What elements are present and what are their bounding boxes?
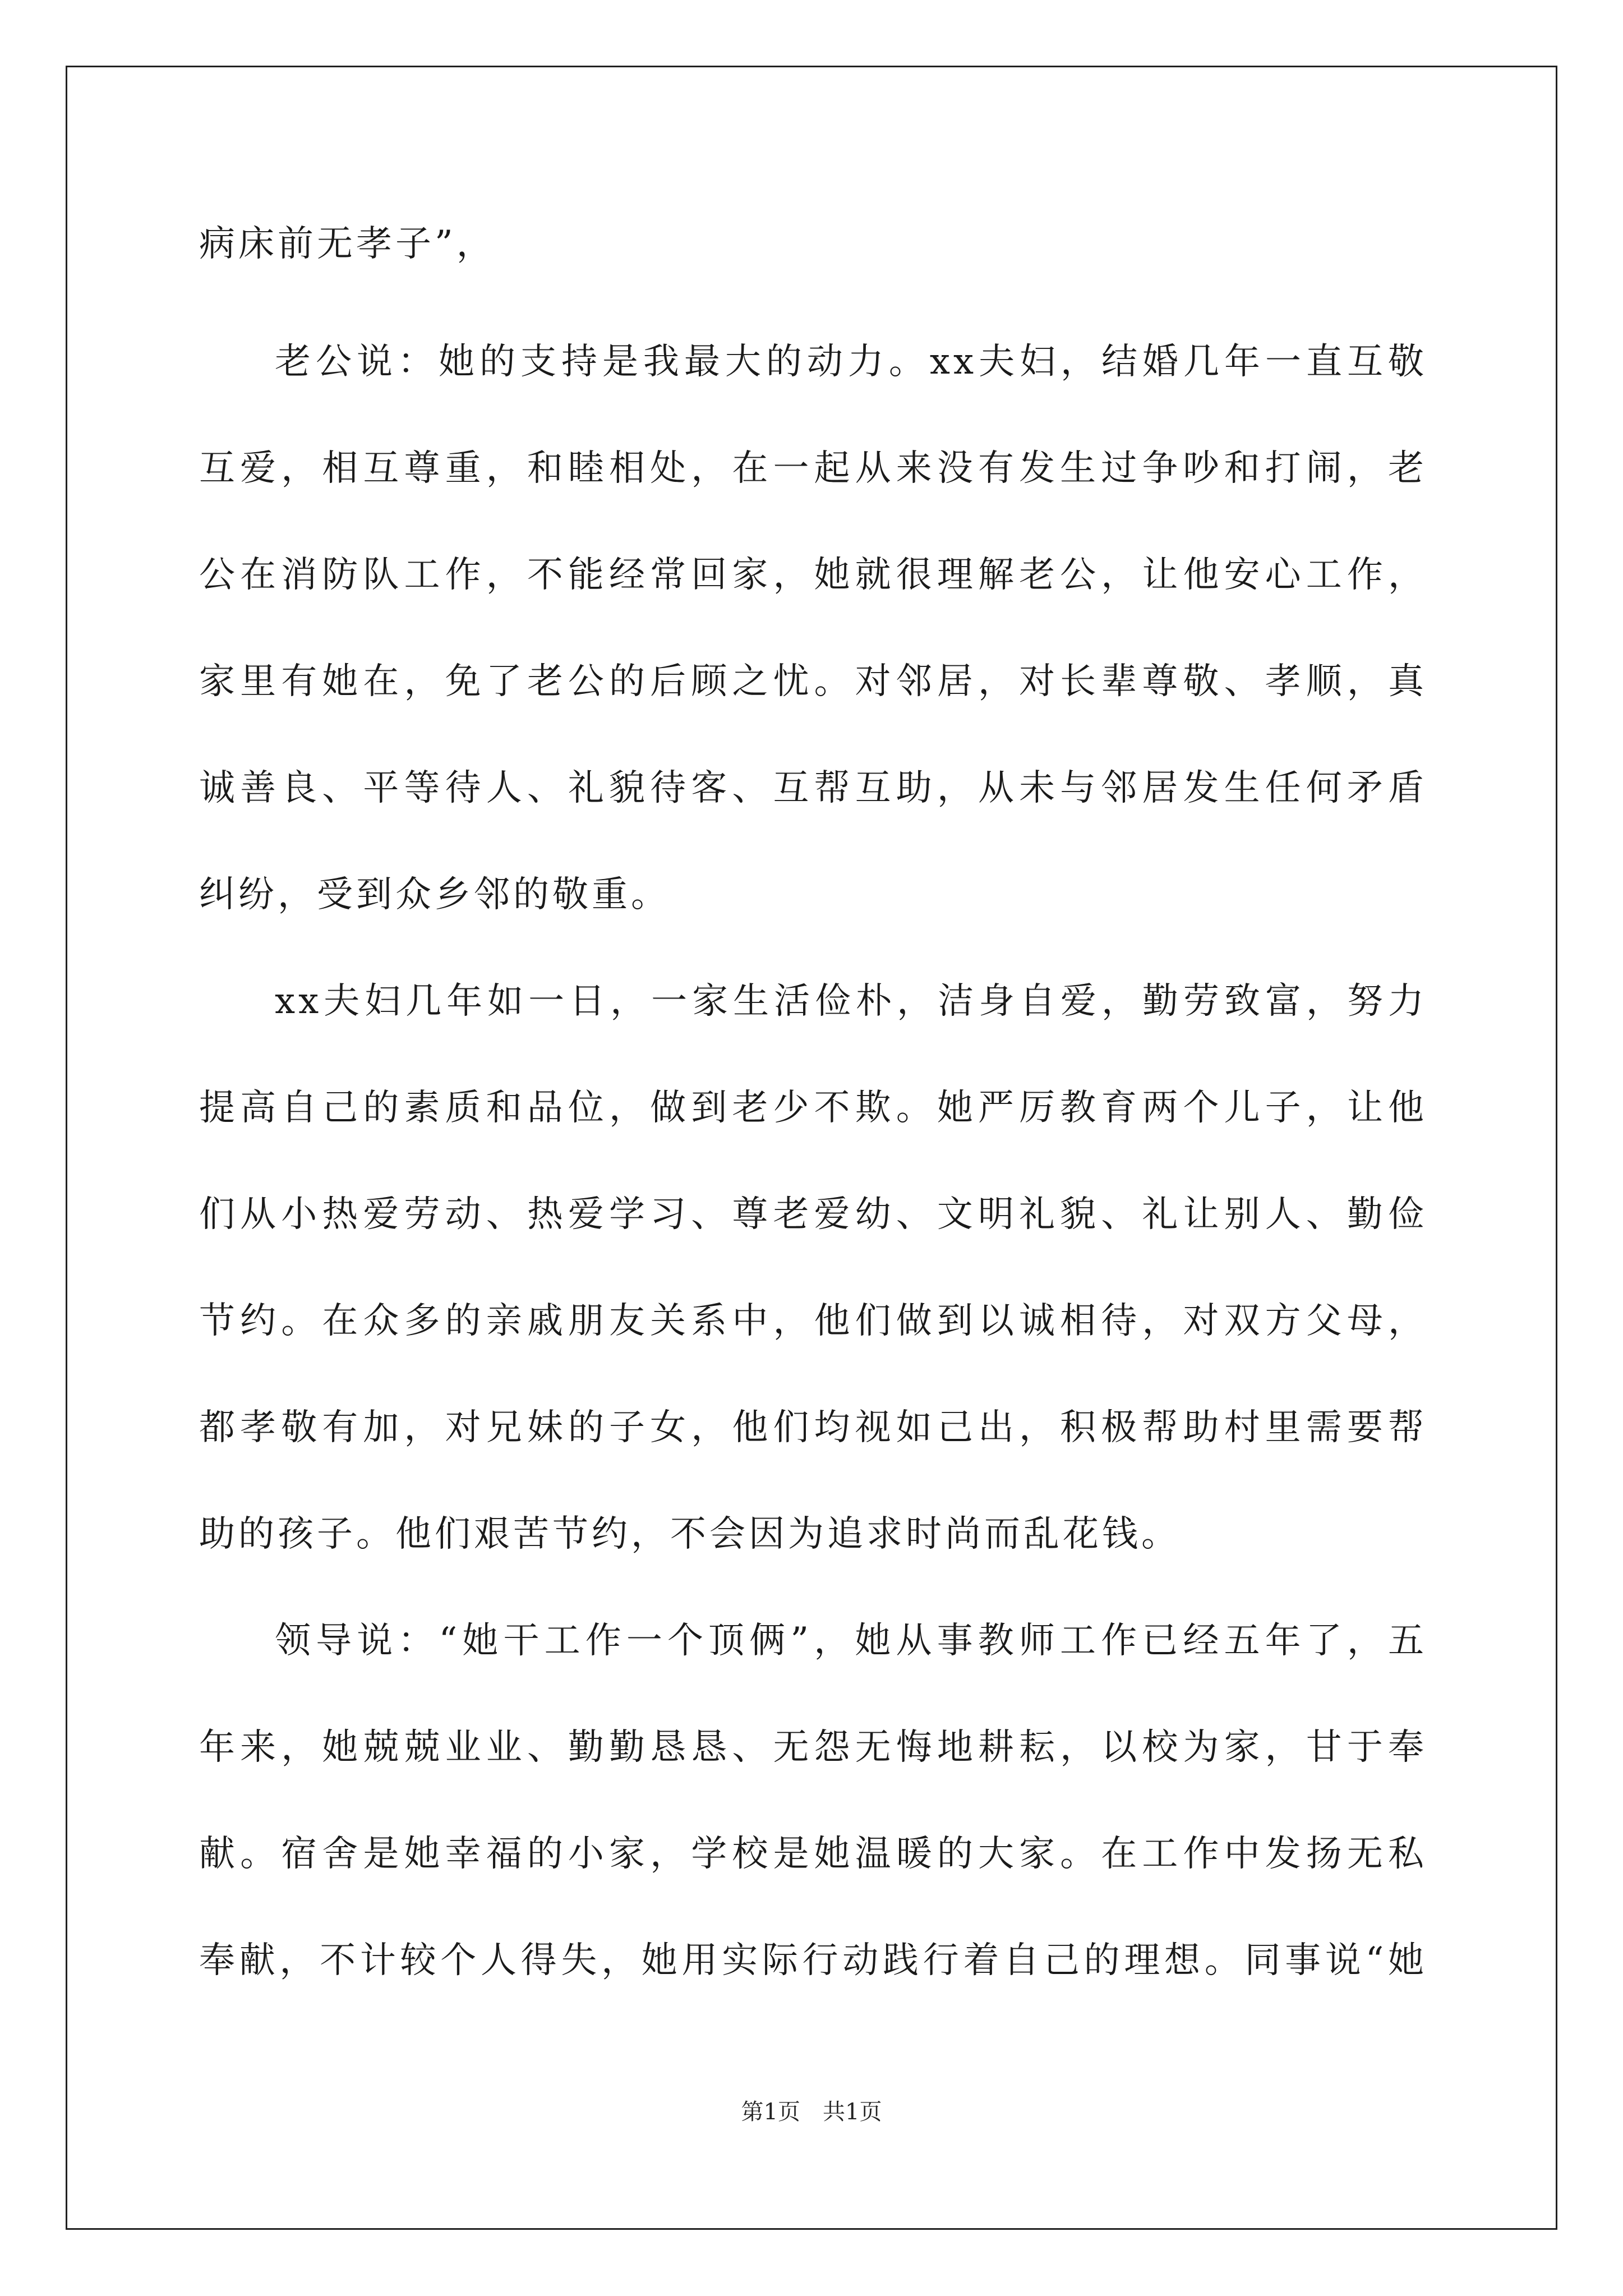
text-line: 病床前无孝子”， <box>199 223 496 265</box>
text-line: 家里有她在，免了老公的后顾之忧。对邻居，对长辈尊敬、孝顺，真 <box>199 661 1427 702</box>
page-number-footer: 第1页 共1页 <box>741 2099 882 2125</box>
text-line: 献。宿舍是她幸福的小家，学校是她温暖的大家。在工作中发扬无私 <box>199 1833 1427 1875</box>
text-line: 都孝敬有加，对兄妹的子女，他们均视如己出，积极帮助村里需要帮 <box>199 1407 1427 1448</box>
text-line: xx夫妇几年如一日，一家生活俭朴，洁身自爱，勤劳致富，努力 <box>275 981 1427 1022</box>
text-line: 节约。在众多的亲戚朋友关系中，他们做到以诚相待，对双方父母， <box>199 1300 1427 1342</box>
text-line: 领导说：“她干工作一个顶俩”，她从事教师工作已经五年了，五 <box>275 1620 1427 1662</box>
text-line: 公在消防队工作，不能经常回家，她就很理解老公，让他安心工作， <box>199 554 1427 596</box>
text-line: 互爱，相互尊重，和睦相处，在一起从来没有发生过争吵和打闹，老 <box>199 448 1427 489</box>
text-line: 提高自己的素质和品位，做到老少不欺。她严厉教育两个儿子，让他 <box>199 1087 1427 1129</box>
page-border <box>66 66 1557 2230</box>
text-line: 们从小热爱劳动、热爱学习、尊老爱幼、文明礼貌、礼让别人、勤俭 <box>199 1194 1427 1235</box>
text-line: 助的孩子。他们艰苦节约，不会因为追求时尚而乱花钱。 <box>199 1513 1181 1555</box>
text-line: 诚善良、平等待人、礼貌待客、互帮互助，从未与邻居发生任何矛盾 <box>199 767 1427 809</box>
text-line: 老公说：她的支持是我最大的动力。xx夫妇，结婚几年一直互敬 <box>275 341 1427 383</box>
text-line: 纠纷，受到众乡邻的敬重。 <box>199 874 670 915</box>
text-line: 奉献，不计较个人得失，她用实际行动践行着自己的理想。同事说“她 <box>199 1940 1427 1981</box>
text-line: 年来，她兢兢业业、勤勤恳恳、无怨无悔地耕耘，以校为家，甘于奉 <box>199 1727 1427 1768</box>
